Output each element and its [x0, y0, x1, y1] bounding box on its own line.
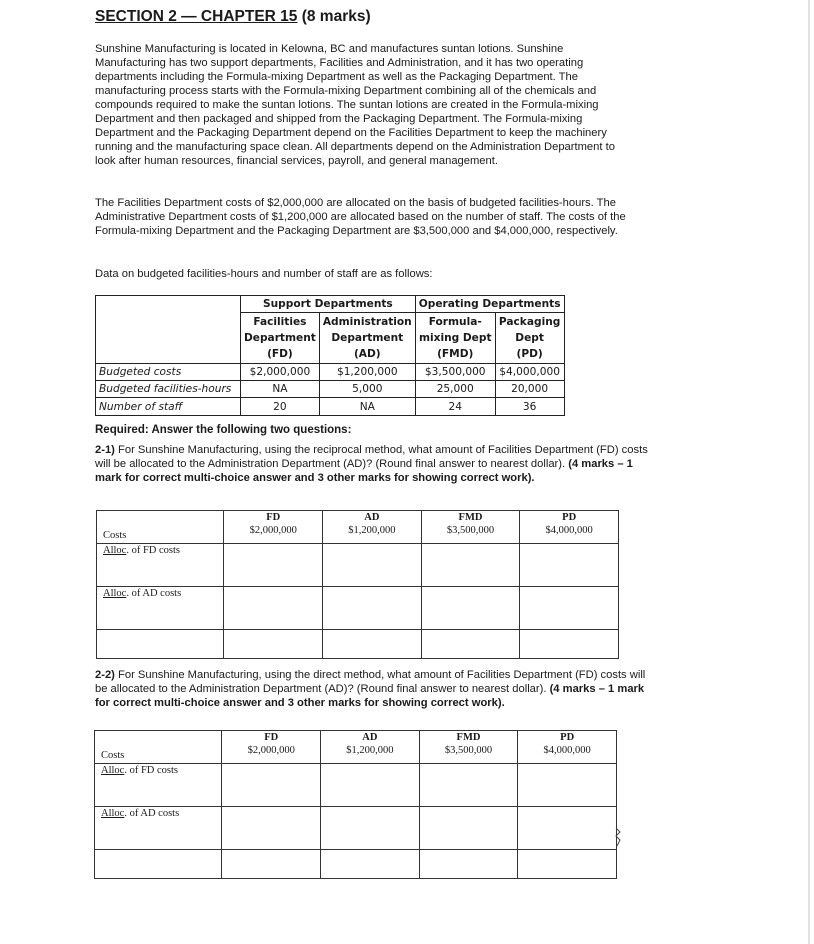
answer-cell[interactable] [323, 630, 422, 659]
pd-amount: $4,000,000 [543, 745, 591, 756]
fmd-amount: $3,500,000 [446, 525, 495, 536]
support-departments-header: Support Departments [241, 296, 416, 313]
answer-cell[interactable] [518, 807, 617, 850]
col-pd-line3: (PD) [495, 346, 564, 363]
cell-fd: $2,000,000 [241, 363, 320, 380]
section-heading [95, 8, 371, 26]
col-fd-line1: Facilities [241, 313, 320, 330]
row-alloc-ad-label: Alloc. of AD costs [103, 588, 182, 599]
ad-amount: $1,200,000 [346, 745, 394, 756]
answer-cell[interactable] [518, 764, 617, 807]
answer-cell[interactable] [95, 850, 222, 879]
col-ad-line1: Administration [319, 313, 415, 330]
answer-cell[interactable] [224, 587, 323, 630]
col-ad-line3: (AD) [319, 346, 415, 363]
answer-cell[interactable] [419, 807, 518, 850]
data-intro-paragraph: Data on budgeted facilities-hours and number of staff are as follows: [95, 268, 433, 280]
row-costs-label: Costs [103, 530, 127, 541]
question-number: 2-2) [95, 669, 115, 681]
question-text: For Sunshine Manufacturing, using the reciprocal method, what amount of Facilities Department (FD) costs will be allocated to the Administration Department (AD)? (Round final answer to nearest dollar). [95, 444, 648, 470]
cost-paragraph: The Facilities Department costs of $2,000,000 are allocated on the basis of budgeted facilities-hours. The Administrative Department costs of $1,200,000 are allocated based on the number of staff. The costs of the Formula-mixing Department and the Packaging Department are $3,500,000 and $4,000,000, respectively. [95, 197, 626, 237]
cell-pd: 20,000 [495, 380, 564, 397]
ad-amount: $1,200,000 [348, 525, 396, 536]
cell-ad: 5,000 [319, 380, 415, 397]
answer-cell[interactable] [222, 850, 321, 879]
section-title: SECTION 2 — CHAPTER 15 [95, 8, 298, 25]
cell-fmd: 25,000 [415, 380, 495, 397]
page-edge [808, 0, 810, 944]
question-marks: (4 marks – 1 mark for correct multi-choice answer and 3 other marks for showing correct work). [95, 683, 645, 709]
row-alloc-fd-label: Alloc. of FD costs [101, 765, 178, 776]
question-2-1 [95, 443, 655, 485]
row-label: Budgeted facilities-hours [96, 380, 241, 397]
question-2-2 [95, 668, 655, 710]
question-text: For Sunshine Manufacturing, using the direct method, what amount of Facilities Department (FD) costs will be allocated to the Administration Department (AD)? (Round final answer to nearest dollar). [95, 669, 646, 695]
fmd-amount: $3,500,000 [444, 745, 493, 756]
table-row [96, 363, 565, 380]
col-pd-header: PD [562, 512, 577, 523]
row-alloc-fd-label: Alloc. of FD costs [103, 545, 180, 556]
col-fd-line3: (FD) [241, 346, 320, 363]
intro-paragraph: Sunshine Manufacturing is located in Kelowna, BC and manufactures suntan lotions. Sunshine Manufacturing has two support departments, Facilities and Administration, and it has two operating departments including the Formula-mixing Department as well as the Packaging Department. The manufacturing process starts with the Formula-mixing Department combining all of the chemicals and compounds required to make the suntan lotions. The suntan lotions are created in the Formula-mixing Department and then packaged and shipped from the Packaging Department. The Formula-mixing Department and the Packaging Department depend on the Facilities Department to keep the machinery running and the manufacturing space clean. All departments depend on the Administration Department to look after human resources, financial services, payroll, and general management. [95, 43, 615, 167]
col-fd-header: FD [264, 732, 279, 743]
row-costs-label: Costs [101, 750, 125, 761]
table-row [96, 398, 565, 415]
question-number: 2-1) [95, 444, 115, 456]
answer-cell[interactable] [224, 544, 323, 587]
col-ad-header: AD [364, 512, 380, 523]
answer-cell[interactable] [419, 850, 518, 879]
margin-mark [614, 826, 622, 848]
required-heading: Required: Answer the following two questions: [95, 424, 352, 436]
answer-cell[interactable] [321, 764, 420, 807]
answer-cell[interactable] [224, 630, 323, 659]
operating-departments-header: Operating Departments [415, 296, 564, 313]
col-ad-header: AD [362, 732, 378, 743]
answer-cell[interactable] [421, 587, 520, 630]
table-row [96, 380, 565, 397]
answer-cell[interactable] [518, 850, 617, 879]
col-ad-line2: Department [319, 330, 415, 346]
col-fmd-line3: (FMD) [415, 346, 495, 363]
row-alloc-ad-label: Alloc. of AD costs [101, 808, 180, 819]
answer-cell[interactable] [323, 587, 422, 630]
cell-fd: 20 [241, 398, 320, 415]
col-fmd-header: FMD [456, 732, 481, 743]
row-label: Number of staff [96, 398, 241, 415]
col-fd-line2: Department [241, 330, 320, 346]
answer-cell[interactable] [421, 544, 520, 587]
cell-ad: $1,200,000 [319, 363, 415, 380]
answer-cell[interactable] [321, 850, 420, 879]
col-fd-header: FD [266, 512, 281, 523]
answer-cell[interactable] [321, 807, 420, 850]
cell-fmd: $3,500,000 [415, 363, 495, 380]
answer-cell[interactable] [222, 807, 321, 850]
answer-cell[interactable] [222, 764, 321, 807]
cell-ad: NA [319, 398, 415, 415]
col-pd-header: PD [560, 732, 575, 743]
answer-cell[interactable] [323, 544, 422, 587]
col-fmd-line2: mixing Dept [415, 330, 495, 346]
answer-cell[interactable] [421, 630, 520, 659]
fd-amount: $2,000,000 [247, 745, 295, 756]
answer-cell[interactable] [520, 587, 619, 630]
answer-cell[interactable] [520, 544, 619, 587]
answer-grid-2-2 [94, 730, 617, 879]
answer-cell[interactable] [97, 630, 224, 659]
answer-grid-2-1 [96, 510, 619, 659]
cell-fmd: 24 [415, 398, 495, 415]
department-data-table [95, 295, 565, 416]
cell-fd: NA [241, 380, 320, 397]
answer-cell[interactable] [419, 764, 518, 807]
col-fmd-line1: Formula- [415, 313, 495, 330]
row-label: Budgeted costs [96, 363, 241, 380]
pd-amount: $4,000,000 [545, 525, 593, 536]
col-fmd-header: FMD [458, 512, 483, 523]
col-pd-line2: Dept [495, 330, 564, 346]
question-marks: (4 marks – 1 mark for correct multi-choice answer and 3 other marks for showing correct work). [95, 458, 633, 484]
cell-pd: $4,000,000 [495, 363, 564, 380]
answer-cell[interactable] [520, 630, 619, 659]
col-pd-line1: Packaging [495, 313, 564, 330]
section-marks: (8 marks) [301, 8, 371, 25]
cell-pd: 36 [495, 398, 564, 415]
fd-amount: $2,000,000 [249, 525, 297, 536]
